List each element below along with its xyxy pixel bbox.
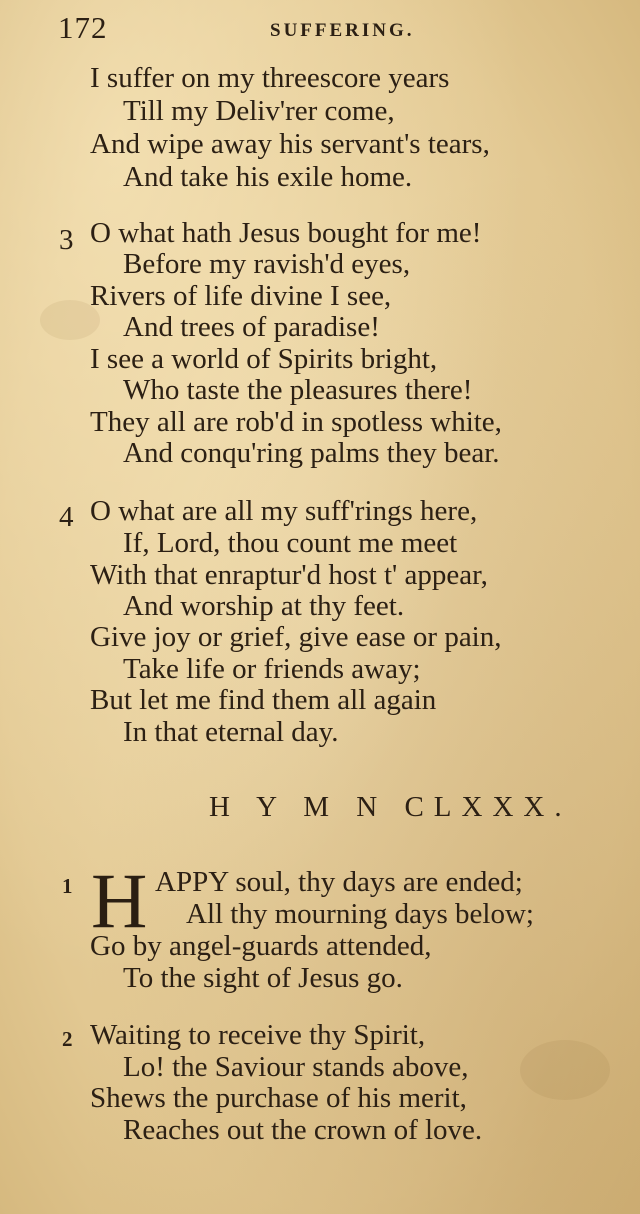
verse-line: Till my Deliv'rer come, (123, 95, 395, 127)
verse-line: Rivers of life divine I see, (90, 280, 392, 312)
verse-line: They all are rob'd in spotless white, (90, 406, 502, 438)
verse-line: APPY soul, thy days are ended; (155, 866, 523, 898)
verse-line: And conqu'ring palms they bear. (123, 437, 500, 469)
verse-line: Lo! the Saviour stands above, (123, 1051, 469, 1083)
verse-line: And take his exile home. (123, 161, 413, 193)
running-head: SUFFERING. (270, 20, 415, 41)
verse-line: O what hath Jesus bought for me! (90, 217, 482, 249)
hymn-title: H Y M N CLXXX. (209, 791, 572, 823)
verse-line: In that eternal day. (123, 716, 339, 748)
verse-line: Who taste the pleasures there! (123, 374, 473, 406)
verse-line: Take life or friends away; (123, 653, 421, 685)
verse-line: I see a world of Spirits bright, (90, 343, 438, 375)
verse-line: And wipe away his servant's tears, (90, 128, 490, 160)
page-header (58, 10, 598, 50)
stanza-number: 3 (59, 224, 74, 256)
verse-line: And trees of paradise! (123, 311, 380, 343)
drop-cap-letter: H (91, 857, 148, 944)
verse-line: Reaches out the crown of love. (123, 1114, 483, 1146)
paper-stain (520, 1040, 610, 1100)
verse-line: All thy mourning days below; (186, 898, 534, 930)
stanza-number: 4 (59, 501, 74, 533)
verse-line: Waiting to receive thy Spirit, (90, 1019, 426, 1051)
verse-line: Shews the purchase of his merit, (90, 1082, 467, 1114)
verse-line: If, Lord, thou count me meet (123, 527, 458, 559)
verse-line: Go by angel-guards attended, (90, 930, 432, 962)
page-number: 172 (58, 10, 108, 45)
verse-number: 2 (62, 1027, 73, 1051)
verse-line: With that enraptur'd host t' appear, (90, 559, 488, 591)
verse-line: And worship at thy feet. (123, 590, 405, 622)
verse-line: To the sight of Jesus go. (123, 962, 403, 994)
verse-line: I suffer on my threescore years (90, 62, 450, 94)
verse-line: O what are all my suff'rings here, (90, 495, 478, 527)
verse-number: 1 (62, 874, 73, 898)
verse-line: Give joy or grief, give ease or pain, (90, 621, 502, 653)
verse-line: Before my ravish'd eyes, (123, 248, 411, 280)
verse-line: But let me find them all again (90, 684, 437, 716)
